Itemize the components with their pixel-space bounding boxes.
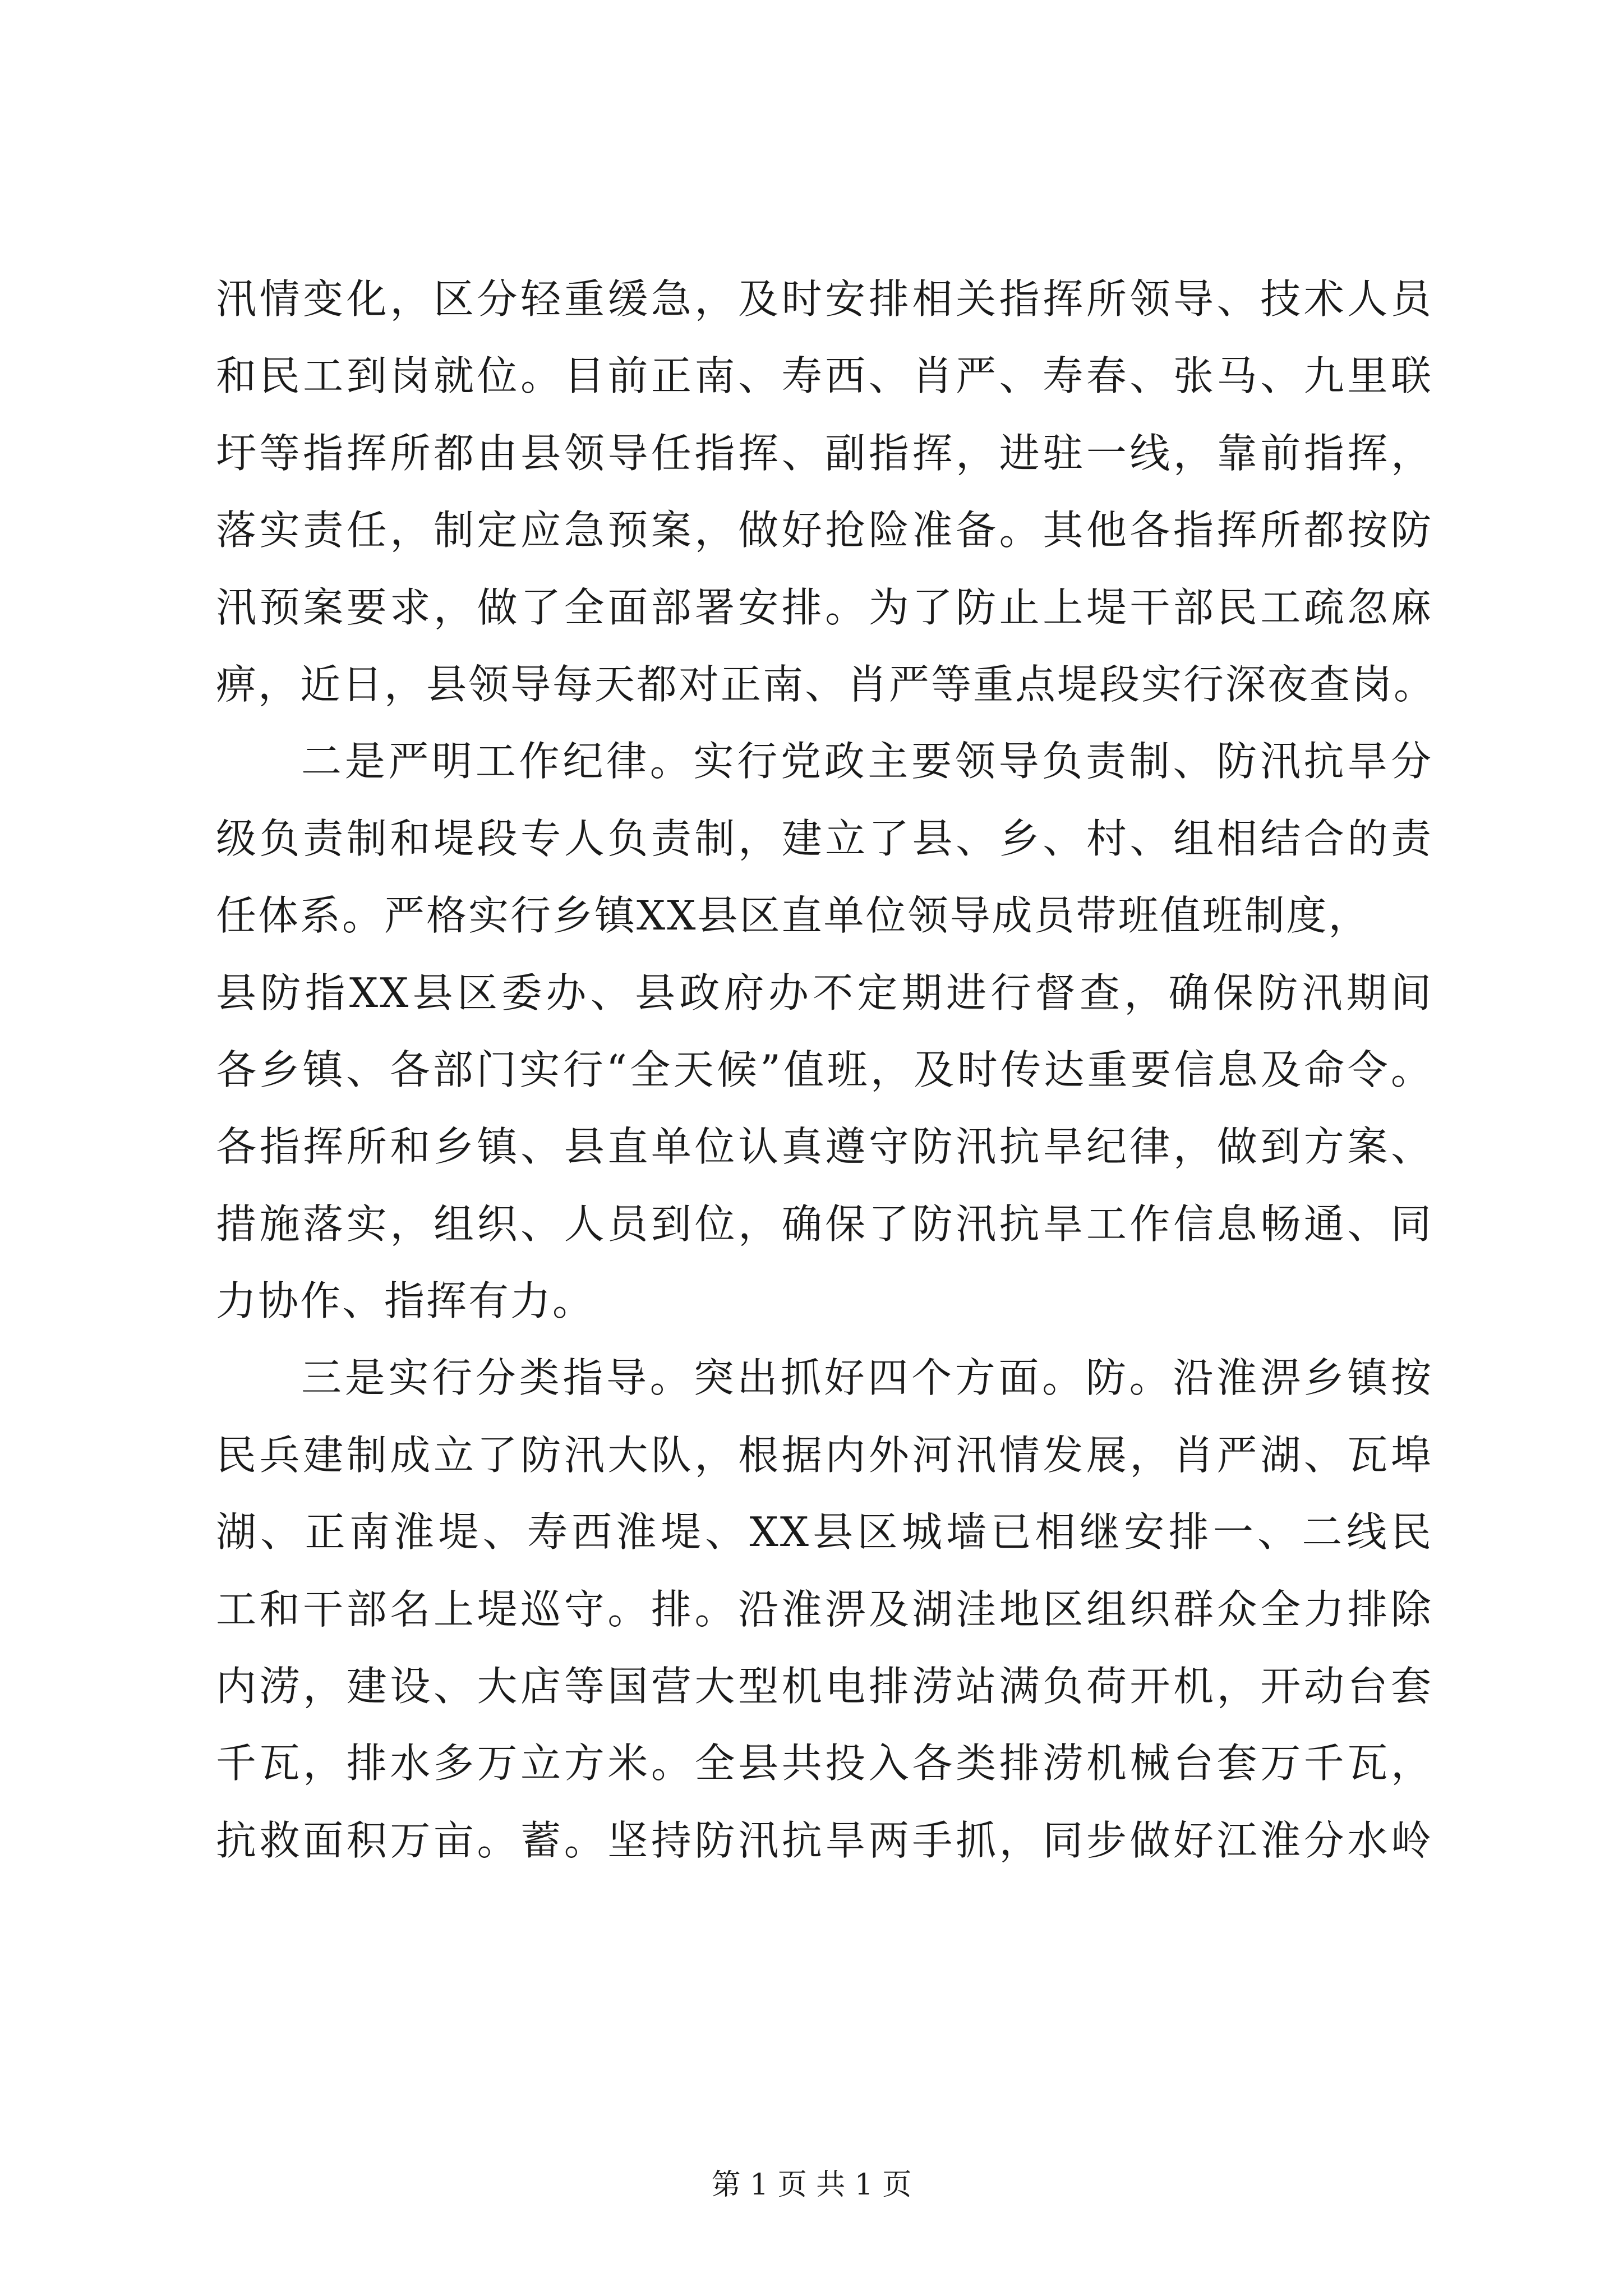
- text-line: 汛预案要求，做了全面部署安排。为了防止上堤干部民工疏忽麻: [216, 583, 1433, 631]
- text-line: 和民工到岗就位。目前正南、寿西、肖严、寿春、张马、九里联: [216, 352, 1433, 400]
- text-line: 各乡镇、各部门实行“全天候”值班，及时传达重要信息及命令。: [216, 1046, 1433, 1093]
- text-line: 抗救面积万亩。蓄。坚持防汛抗旱两手抓，同步做好江淮分水岭: [216, 1816, 1433, 1864]
- text-line: 圩等指挥所都由县领导任指挥、副指挥，进驻一线，靠前指挥，: [216, 429, 1433, 477]
- text-line: 县防指XX县区委办、县政府办不定期进行督查，确保防汛期间: [216, 969, 1433, 1016]
- body-text: [216, 261, 1436, 1879]
- text-line: 力协作、指挥有力。: [216, 1277, 595, 1325]
- text-line: 民兵建制成立了防汛大队，根据内外河汛情发展，肖严湖、瓦埠: [216, 1431, 1433, 1479]
- text-line: 级负责制和堤段专人负责制，建立了县、乡、村、组相结合的责: [216, 815, 1433, 862]
- text-line: 落实责任，制定应急预案，做好抢险准备。其他各指挥所都按防: [216, 507, 1433, 554]
- text-line: 汛情变化，区分轻重缓急，及时安排相关指挥所领导、技术人员: [216, 275, 1433, 323]
- text-line: 内涝，建设、大店等国营大型机电排涝站满负荷开机，开动台套: [216, 1663, 1433, 1710]
- text-line: 湖、正南淮堤、寿西淮堤、XX县区城墙已相继安排一、二线民: [216, 1508, 1433, 1556]
- text-line: 任体系。严格实行乡镇XX县区直单位领导成员带班值班制度，: [216, 892, 1371, 940]
- text-line: 千瓦，排水多万立方米。全县共投入各类排涝机械台套万千瓦，: [216, 1740, 1433, 1787]
- text-line: 措施落实，组织、人员到位，确保了防汛抗旱工作信息畅通、同: [216, 1200, 1433, 1248]
- page-footer: 第 1 页 共 1 页: [711, 2168, 912, 2202]
- text-line: 痹，近日，县领导每天都对正南、肖严等重点堤段实行深夜查岗。: [216, 660, 1436, 708]
- text-line: 工和干部名上堤巡守。排。沿淮淠及湖洼地区组织群众全力排除: [216, 1585, 1433, 1633]
- paragraph-start-line: 二是严明工作纪律。实行党政主要领导负责制、防汛抗旱分: [301, 738, 1433, 785]
- paragraph-start-line: 三是实行分类指导。突出抓好四个方面。防。沿淮淠乡镇按: [301, 1354, 1433, 1402]
- text-line: 各指挥所和乡镇、县直单位认真遵守防汛抗旱纪律，做到方案、: [216, 1123, 1433, 1171]
